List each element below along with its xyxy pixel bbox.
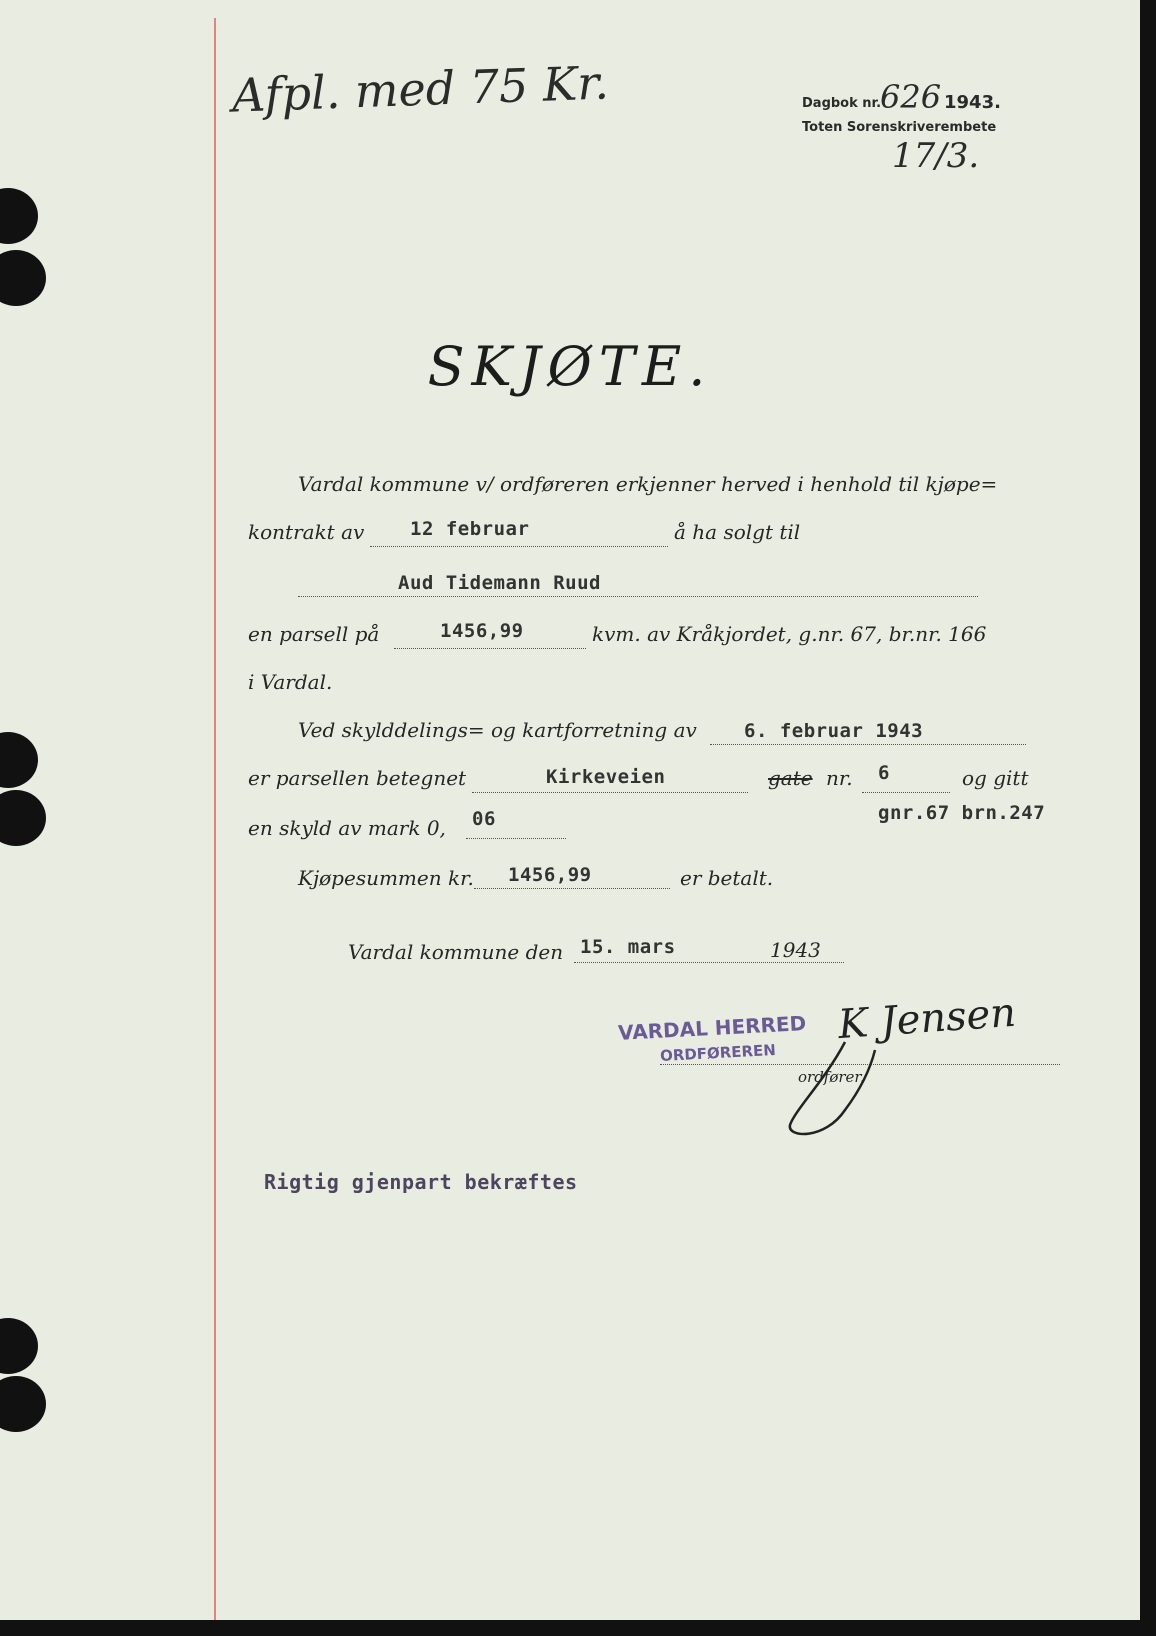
punch-hole [0, 1376, 46, 1432]
nr-label: nr. [826, 766, 853, 790]
tax-value: 06 [472, 808, 496, 830]
survey-date-value: 6. februar 1943 [744, 720, 924, 742]
dagbok-number: 626 [880, 78, 942, 116]
punch-hole [0, 732, 38, 788]
price-label: Kjøpesummen kr. [298, 866, 474, 890]
place-date-label: Vardal kommune den [348, 940, 564, 964]
paid-label: er betalt. [680, 866, 774, 890]
scan-edge-bottom [0, 1620, 1156, 1636]
signing-date-value: 15. mars [580, 936, 676, 958]
certification-stamp: Rigtig gjenpart bekræftes [264, 1170, 578, 1194]
signature: K Jensen [836, 989, 1018, 1049]
sold-to-label: å ha solgt til [674, 520, 801, 544]
gate-label: gate [768, 766, 813, 790]
office-stamp: Toten Sorenskriverembete [802, 120, 997, 135]
contract-label: kontrakt av [248, 520, 365, 544]
body-line-1: Vardal kommune v/ ordføreren erkjenner herved i henhold til kjøpe= [298, 472, 998, 496]
punch-hole [0, 250, 46, 306]
buyer-name: Aud Tidemann Ruud [398, 572, 601, 594]
tax-label: en skyld av mark 0, [248, 816, 446, 840]
designation-label: er parsellen betegnet [248, 766, 467, 790]
given-label: og gitt [962, 766, 1029, 790]
signature-flourish [785, 1040, 895, 1140]
survey-label: Ved skylddelings= og kartforretning av [298, 718, 697, 742]
street-value: Kirkeveien [546, 766, 666, 788]
house-number-value: 6 [878, 762, 890, 784]
parcel-description: kvm. av Kråkjordet, g.nr. 67, br.nr. 166 [592, 622, 987, 646]
punch-hole [0, 790, 46, 846]
price-value: 1456,99 [508, 864, 592, 886]
signing-year: 1943 [770, 938, 821, 962]
gnr-note: gnr.67 brn.247 [878, 802, 1046, 824]
dagbok-year: 1943. [944, 92, 1001, 113]
handwritten-fee-note: Afpl. med 75 Kr. [231, 55, 610, 123]
document-title: SKJØTE. [427, 335, 713, 398]
margin-line [214, 18, 216, 1620]
date-note: 17/3. [892, 136, 980, 176]
punch-hole [0, 1318, 38, 1374]
scan-edge-right [1140, 0, 1156, 1636]
mayor-role: ordfører. [798, 1068, 865, 1086]
municipality-stamp: VARDAL HERRED [617, 1011, 807, 1045]
contract-date-value: 12 februar [410, 518, 530, 540]
mayor-stamp: ORDFØREREN [659, 1040, 777, 1066]
dagbok-label: Dagbok nr. [802, 96, 882, 111]
body-line-5: i Vardal. [248, 670, 333, 694]
parcel-area-value: 1456,99 [440, 620, 524, 642]
parcel-label: en parsell på [248, 622, 380, 646]
punch-hole [0, 188, 38, 244]
house-number-field [862, 766, 950, 793]
